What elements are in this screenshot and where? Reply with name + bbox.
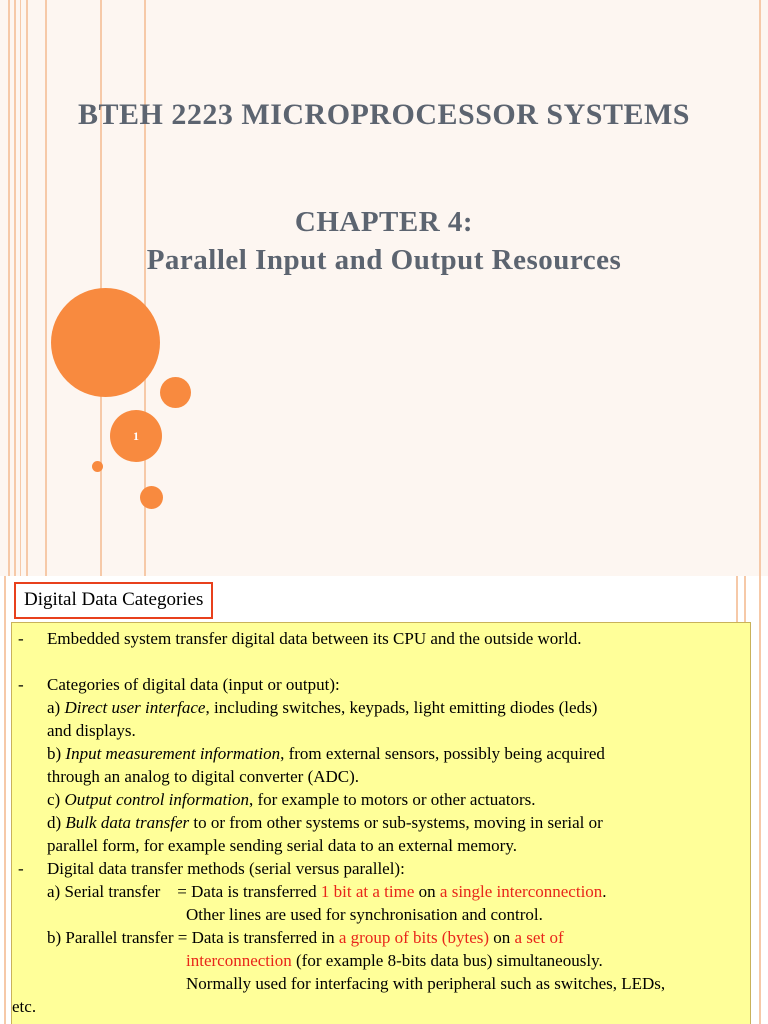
category-term: Input measurement information	[65, 744, 281, 763]
decorative-circle-large	[51, 288, 160, 397]
method-label: b) Parallel transfer	[47, 928, 174, 947]
bullet-text: Embedded system transfer digital data between its CPU and the outside world.	[47, 629, 582, 648]
method-detail: etc.	[12, 997, 37, 1016]
highlight-text: interconnection	[186, 951, 292, 970]
bullet-text: Digital data transfer methods (serial versus parallel):	[47, 859, 405, 878]
decorative-stripe	[4, 576, 6, 1024]
highlight-text: a single interconnection	[439, 882, 603, 901]
page-number-badge: 1	[110, 410, 162, 462]
decorative-stripe	[8, 0, 10, 576]
bullet-item: - Digital data transfer methods (serial versus parallel): a) Serial transfer = Data is transferred 1 bit at a time on a single interconnection. Other lines are used for synchronisation and control. b) Parallel transfer = Data is transferred in a group of bits (bytes) on a set of interconnection (for example 8-bits data bus) simultaneously. Normally used for interfacing with peripheral such as switches, LEDs,	[18, 857, 742, 995]
bullet-item: - Categories of digital data (input or output): a) Direct user interface, including switches, keypads, light emitting diodes (leds) and displays. b) Input measurement information, from external sensors, possibly being acquired through an analog to digital converter (ADC). c) Output control information, for example to motors or other actuators. d) Bulk data transfer to or from other systems or sub-systems, moving in serial or parallel form, for example sending serial data to an external memory.	[18, 675, 605, 855]
decorative-stripe	[759, 576, 761, 1024]
category-term: Bulk data transfer	[65, 813, 190, 832]
decorative-circle	[140, 486, 163, 509]
method-detail: Normally used for interfacing with peripheral such as switches, LEDs,	[186, 974, 666, 993]
course-title: BTEH 2223 MICROPROCESSOR SYSTEMS	[78, 98, 690, 131]
decorative-circle	[160, 377, 191, 408]
chapter-title: CHAPTER 4:	[294, 206, 474, 238]
highlight-text: 1 bit at a time	[320, 882, 415, 901]
method-label: a) Serial transfer	[47, 882, 161, 901]
decorative-circle-small	[92, 461, 103, 472]
content-slide	[0, 576, 768, 1024]
chapter-subtitle: Parallel Input and Output Resources	[146, 244, 622, 276]
slide-heading: Digital Data Categories	[14, 582, 213, 619]
bullet-item: - Embedded system transfer digital data between its CPU and the outside world.	[18, 629, 582, 648]
content-box	[11, 622, 751, 1024]
highlight-text: a set of	[514, 928, 564, 947]
category-term: Direct user interface	[64, 698, 206, 717]
decorative-stripe	[45, 0, 47, 576]
bullet-text: Categories of digital data (input or output):	[47, 675, 340, 694]
decorative-stripe	[759, 0, 761, 576]
category-term: Output control information	[64, 790, 249, 809]
decorative-stripe	[26, 0, 28, 576]
highlight-text: a group of bits (bytes)	[338, 928, 490, 947]
decorative-stripe	[14, 0, 16, 576]
method-detail: Other lines are used for synchronisation and control.	[186, 905, 543, 924]
decorative-stripe	[20, 0, 21, 576]
